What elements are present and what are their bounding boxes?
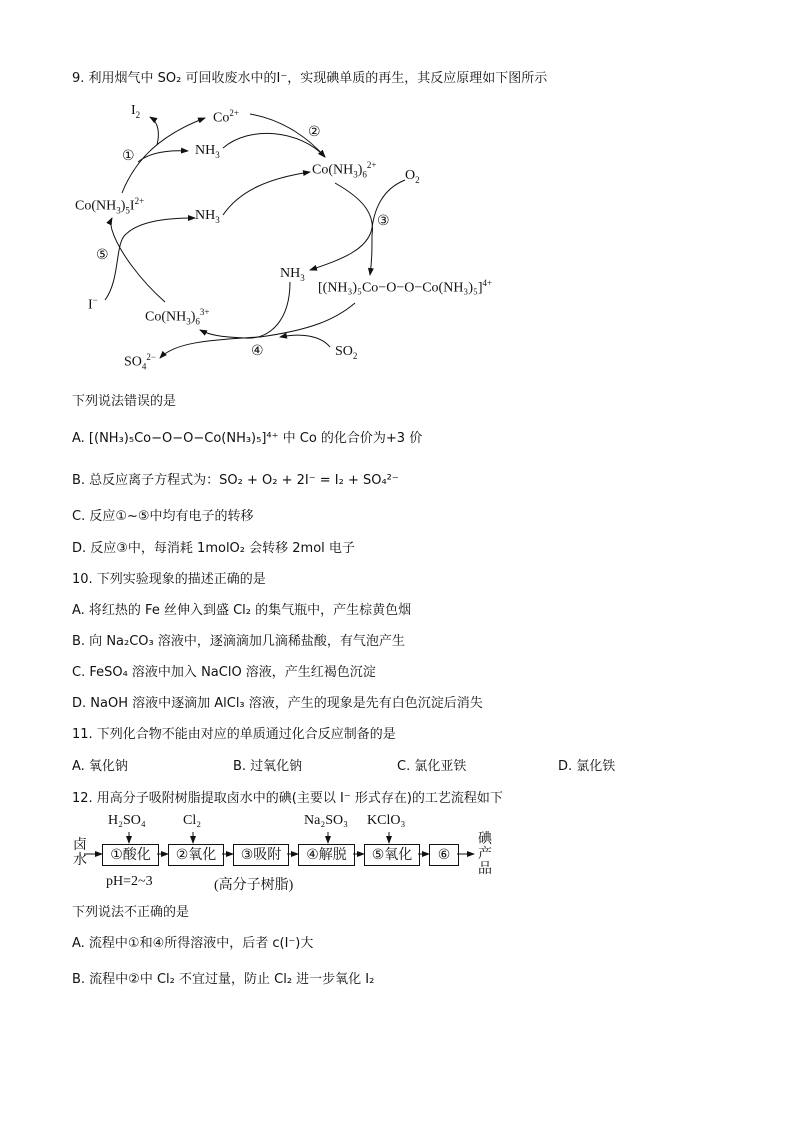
q9-option-d[interactable]: D. 反应③中，每消耗 1molO₂ 会转移 2mol 电子 — [72, 541, 355, 556]
flow-input: 卤水 — [73, 838, 87, 868]
label-co-nh3-5-i: $Co(NH_3)_5I^{2+}$ — [75, 196, 145, 216]
step-2-label: ② — [308, 124, 321, 140]
label-nh3-mid: $NH_3$ — [195, 208, 220, 225]
flow-step-6: ⑥ — [429, 844, 459, 866]
q9-option-b[interactable]: B. 总反应离子方程式为：SO₂ + O₂ + 2I⁻ = I₂ + SO₄²⁻ — [72, 473, 399, 488]
q12-stem: 12. 用高分子吸附树脂提取卤水中的碘(主要以 I⁻ 形式存在)的工艺流程如下 — [72, 791, 503, 806]
arrow-step3-complex — [335, 183, 373, 275]
q9-option-a[interactable]: A. [(NH₃)₅Co−O−O−Co(NH₃)₅]⁴⁺ 中 Co 的化合价为+3 价 — [72, 431, 423, 446]
q9-prompt: 下列说法错误的是 — [72, 394, 177, 409]
label-i2: $I_2$ — [131, 103, 141, 120]
q12-prompt: 下列说法不正确的是 — [72, 905, 190, 920]
flow-step-1: ①酸化 — [102, 844, 159, 866]
label-iodide: I− — [88, 295, 98, 313]
flow-output: 碘产品 — [478, 832, 492, 877]
arrow-nh3-co63 — [200, 282, 290, 338]
label-nh3-low: $NH_3$ — [280, 266, 305, 283]
q9-option-c[interactable]: C. 反应①~⑤中均有电子的转移 — [72, 509, 254, 524]
q10-option-a[interactable]: A. 将红热的 Fe 丝伸入到盛 Cl₂ 的集气瓶中，产生棕黄色烟 — [72, 603, 412, 618]
q11-option-d[interactable]: D. 氯化铁 — [558, 759, 616, 774]
label-so2: $SO_2$ — [335, 344, 358, 361]
flow-step-4: ④解脱 — [298, 844, 355, 866]
q9-stem: 9. 利用烟气中 SO₂ 可回收废水中的I⁻，实现碘单质的再生，其反应原理如下图所示 — [72, 71, 548, 86]
reagent-kclo3: KClO₃ — [367, 813, 406, 828]
q12-option-b[interactable]: B. 流程中②中 Cl₂ 不宜过量，防止 Cl₂ 进一步氧化 I₂ — [72, 972, 375, 987]
q10-option-c[interactable]: C. FeSO₄ 溶液中加入 NaClO 溶液，产生红褐色沉淀 — [72, 665, 376, 680]
arrow-step1-i2 — [150, 117, 158, 145]
flow-step-5: ⑤氧化 — [364, 844, 420, 866]
q10-option-d[interactable]: D. NaOH 溶液中逐滴加 AlCl₃ 溶液，产生的现象是先有白色沉淀后消失 — [72, 696, 483, 711]
step-4-label: ④ — [251, 343, 264, 359]
arrow-step3-nh3 — [310, 180, 405, 270]
step-5-label: ⑤ — [96, 247, 109, 263]
arrow-step5-co5i — [111, 218, 165, 302]
label-peroxo-complex: $[(NH_3)_5Co-O-O-Co(NH_3)_5]^{4+}$ — [318, 278, 493, 296]
flow-ph-note: pH=2~3 — [106, 874, 153, 889]
q10-stem: 10. 下列实验现象的描述正确的是 — [72, 572, 266, 587]
label-o2: $O_2$ — [405, 168, 420, 185]
q11-option-a[interactable]: A. 氧化钠 — [72, 759, 128, 774]
flow-resin-note: (高分子树脂) — [214, 878, 294, 893]
reagent-h2so4: H₂SO₄ — [108, 813, 146, 828]
q12-option-a[interactable]: A. 流程中①和④所得溶液中，后者 c(I⁻)大 — [72, 936, 314, 951]
q10-option-b[interactable]: B. 向 Na₂CO₃ 溶液中，逐滴滴加几滴稀盐酸，有气泡产生 — [72, 634, 405, 649]
flow-step-3: ③吸附 — [233, 844, 289, 866]
step-3-label: ③ — [377, 213, 390, 229]
q11-option-b[interactable]: B. 过氧化钠 — [233, 759, 303, 774]
reagent-cl2: Cl₂ — [183, 813, 202, 828]
arrow-so2 — [280, 335, 330, 347]
q11-stem: 11. 下列化合物不能由对应的单质通过化合反应制备的是 — [72, 727, 396, 742]
arrow-step1-nh3 — [138, 151, 188, 162]
label-co-nh3-6-2plus: $Co(NH_3)_6^{2+}$ — [312, 160, 377, 180]
q11-option-c[interactable]: C. 氯化亚铁 — [397, 759, 467, 774]
step-1-label: ① — [122, 148, 135, 164]
label-co2plus: $Co^{2+}$ — [213, 108, 239, 126]
flow-step-2: ②氧化 — [168, 844, 224, 866]
reagent-na2so3: Na₂SO₃ — [304, 813, 348, 828]
label-co-nh3-6-3plus: $Co(NH_3)_6^{3+}$ — [145, 307, 210, 327]
arrow-nh3-co6 — [223, 172, 310, 215]
label-nh3-top: $NH_3$ — [195, 143, 220, 160]
label-so4: $SO_4^{2-}$ — [124, 352, 156, 372]
